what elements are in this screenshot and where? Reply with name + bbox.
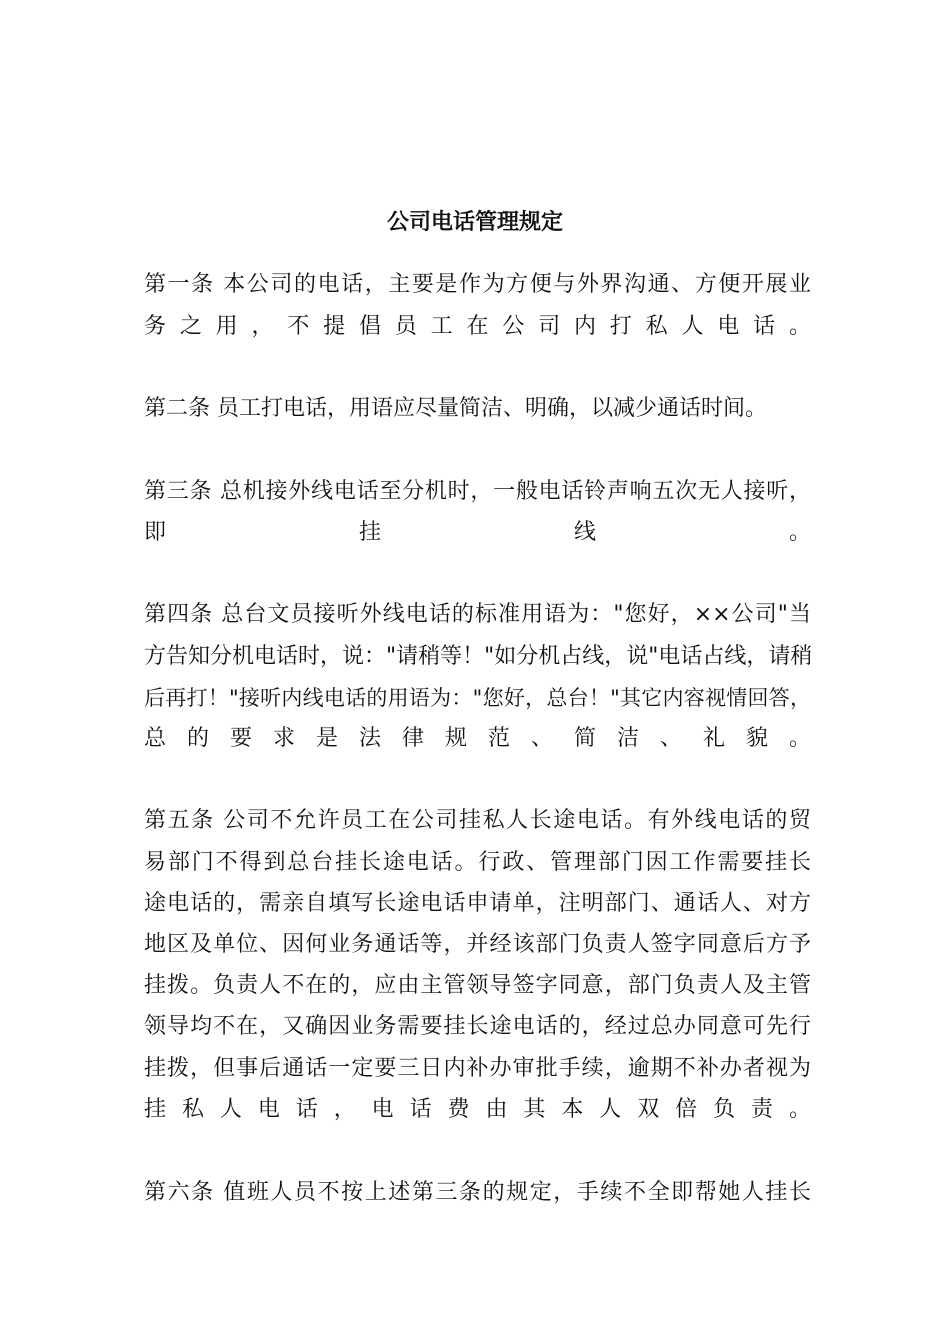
article-5-line-6: 领导均不在，又确因业务需要挂长途电话的，经过总办同意可先行 (144, 1014, 811, 1039)
article-4-line-1: 第四条 总台文员接听外线电话的标准用语为："您好，××公司"当 (144, 602, 811, 627)
article-3-line-1: 第三条 总机接外线电话至分机时，一般电话铃声响五次无人接听， (144, 479, 811, 504)
document-title: 公司电话管理规定 (386, 210, 563, 235)
article-5-line-4: 地区及单位、因何业务通话等，并经该部门负责人签字同意后方予 (144, 932, 811, 957)
article-5-line-1: 第五条 公司不允许员工在公司挂私人长途电话。有外线电话的贸 (144, 808, 811, 833)
article-4-line-2: 方告知分机电话时，说："请稍等！"如分机占线，说"电话占线，请稍 (144, 644, 813, 669)
article-6-line-1: 第六条 值班人员不按上述第三条的规定，手续不全即帮她人挂长 (144, 1180, 811, 1205)
article-5-line-8: 挂 私 人 电 话 ， 电 话 费 由 其 本 人 双 倍 负 责 。 (144, 1097, 811, 1122)
article-5-line-5: 挂拨。负责人不在的，应由主管领导签字同意，部门负责人及主管 (144, 973, 811, 998)
article-4-line-3: 后再打！"接听内线电话的用语为："您好，总台！"其它内容视情回答， (144, 686, 811, 710)
article-5-line-3: 途电话的，需亲自填写长途电话申请单，注明部门、通话人、对方 (144, 891, 811, 916)
article-5-line-7: 挂拨，但事后通话一定要三日内补办审批手续，逾期不补办者视为 (144, 1056, 811, 1081)
article-5-line-2: 易部门不得到总台挂长途电话。行政、管理部门因工作需要挂长 (144, 850, 811, 875)
article-2-line-1: 第二条 员工打电话，用语应尽量简洁、明确，以减少通话时间。 (144, 396, 767, 421)
article-3-line-2: 即 挂 线 。 (144, 520, 811, 545)
article-4-line-4: 总 的 要 求 是 法 律 规 范 、 简 洁 、 礼 貌 。 (144, 726, 811, 751)
article-1-line-2: 务 之 用 ， 不 提 倡 员 工 在 公 司 内 打 私 人 电 话 。 (144, 314, 811, 339)
article-1-line-1: 第一条 本公司的电话，主要是作为方便与外界沟通、方便开展业 (144, 272, 811, 297)
